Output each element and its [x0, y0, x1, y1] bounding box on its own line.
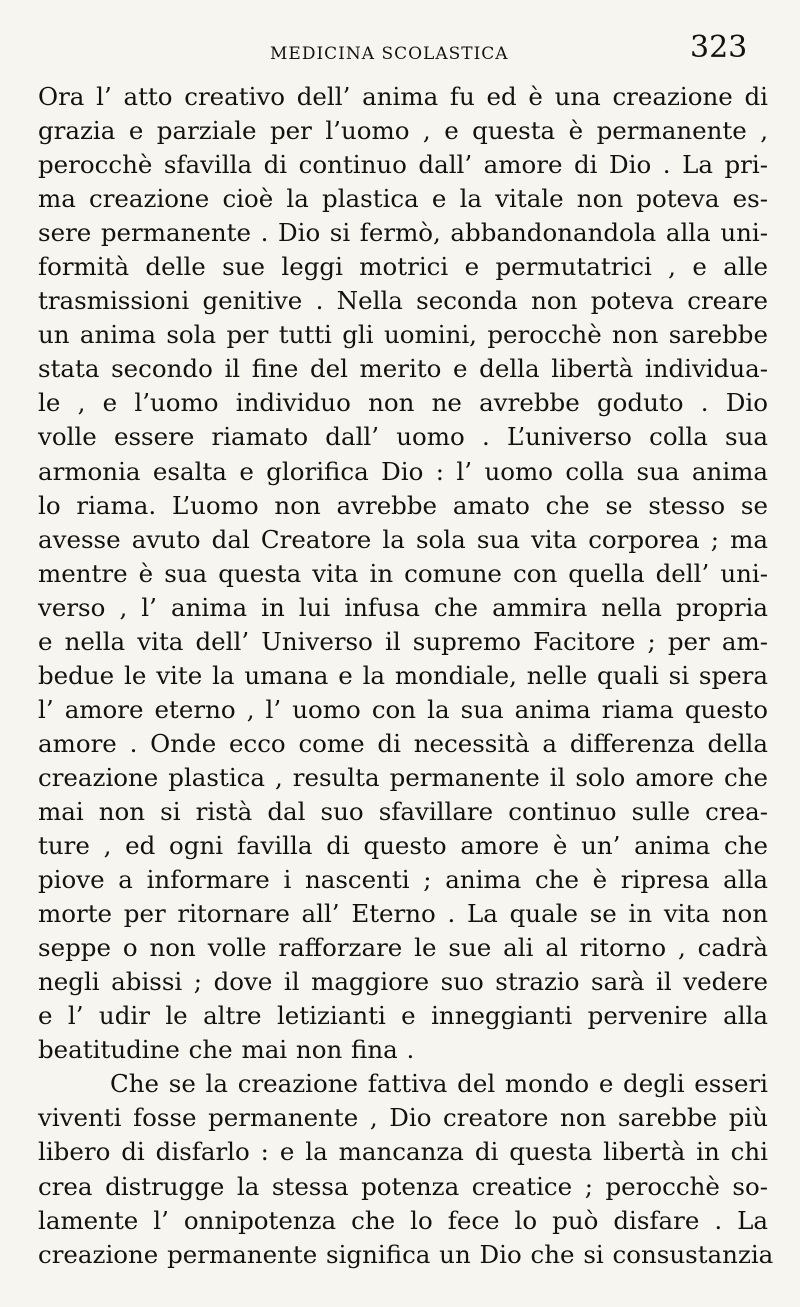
text-line: ma creazione cioè la plastica e la vitale non poteva es-: [38, 184, 768, 214]
text-line: ture , ed ogni favilla di questo amore è un’ anima che: [38, 831, 768, 861]
text-line: trasmissioni genitive . Nella seconda non poteva creare: [38, 286, 768, 316]
text-line: formità delle sue leggi motrici e permutatrici , e alle: [38, 252, 768, 282]
text-line: crea distrugge la stessa potenza creatice ; perocchè so-: [38, 1171, 768, 1201]
text-line: armonia esalta e glorifica Dio : l’ uomo colla sua anima: [38, 456, 768, 486]
text-line: volle essere riamato dall’ uomo . L’universo colla sua: [38, 422, 768, 452]
text-line: mentre è sua questa vita in comune con quella dell’ uni-: [38, 558, 768, 588]
paragraph-end-line: beatitudine che mai non fina .: [38, 1035, 415, 1065]
paragraph-start-line: Che se la creazione fattiva del mondo e degli esseri: [110, 1069, 768, 1099]
text-line: viventi fosse permanente , Dio creatore non sarebbe più: [38, 1103, 768, 1133]
text-line: creazione plastica , resulta permanente il solo amore che: [38, 762, 768, 792]
text-line: avesse avuto dal Creatore la sola sua vita corporea ; ma: [38, 524, 768, 554]
text-line: perocchè sfavilla di continuo dall’ amore di Dio . La pri-: [38, 150, 768, 180]
text-line: seppe o non volle rafforzare le sue ali al ritorno , cadrà: [38, 933, 768, 963]
text-line: l’ amore eterno , l’ uomo con la sua anima riama questo: [38, 694, 768, 724]
text-line: creazione permanente significa un Dio che si consustanzia: [38, 1239, 774, 1269]
page-number: 323: [690, 30, 748, 65]
running-head: MEDICINA SCOLASTICA: [270, 44, 509, 64]
text-line: e l’ udir le altre letizianti e inneggianti pervenire alla: [38, 1001, 768, 1031]
text-line: piove a informare i nascenti ; anima che è ripresa alla: [38, 865, 768, 895]
body-text: [38, 80, 774, 1272]
text-line: amore . Onde ecco come di necessità a differenza della: [38, 728, 768, 758]
text-line: sere permanente . Dio si fermò, abbandonandola alla uni-: [38, 218, 768, 248]
text-line: e nella vita dell’ Universo il supremo Facitore ; per am-: [38, 626, 768, 656]
text-line: verso , l’ anima in lui infusa che ammira nella propria: [38, 592, 768, 622]
text-line: Ora l’ atto creativo dell’ anima fu ed è una creazione di: [38, 82, 768, 111]
text-line: bedue le vite la umana e la mondiale, nelle quali si spera: [38, 660, 768, 690]
text-line: libero di disfarlo : e la mancanza di questa libertà in chi: [38, 1137, 768, 1167]
text-line: lo riama. L’uomo non avrebbe amato che se stesso se: [38, 490, 768, 520]
text-line: negli abissi ; dove il maggiore suo strazio sarà il vedere: [38, 967, 768, 997]
text-line: un anima sola per tutti gli uomini, perocchè non sarebbe: [38, 320, 768, 350]
text-line: grazia e parziale per l’uomo , e questa è permanente ,: [38, 116, 768, 146]
text-line: lamente l’ onnipotenza che lo fece lo può disfare . La: [38, 1205, 768, 1235]
text-line: morte per ritornare all’ Eterno . La quale se in vita non: [38, 899, 768, 929]
text-line: stata secondo il fine del merito e della libertà individua-: [38, 354, 768, 384]
text-line: le , e l’uomo individuo non ne avrebbe goduto . Dio: [38, 388, 768, 418]
text-line: mai non si ristà dal suo sfavillare continuo sulle crea-: [38, 796, 768, 826]
